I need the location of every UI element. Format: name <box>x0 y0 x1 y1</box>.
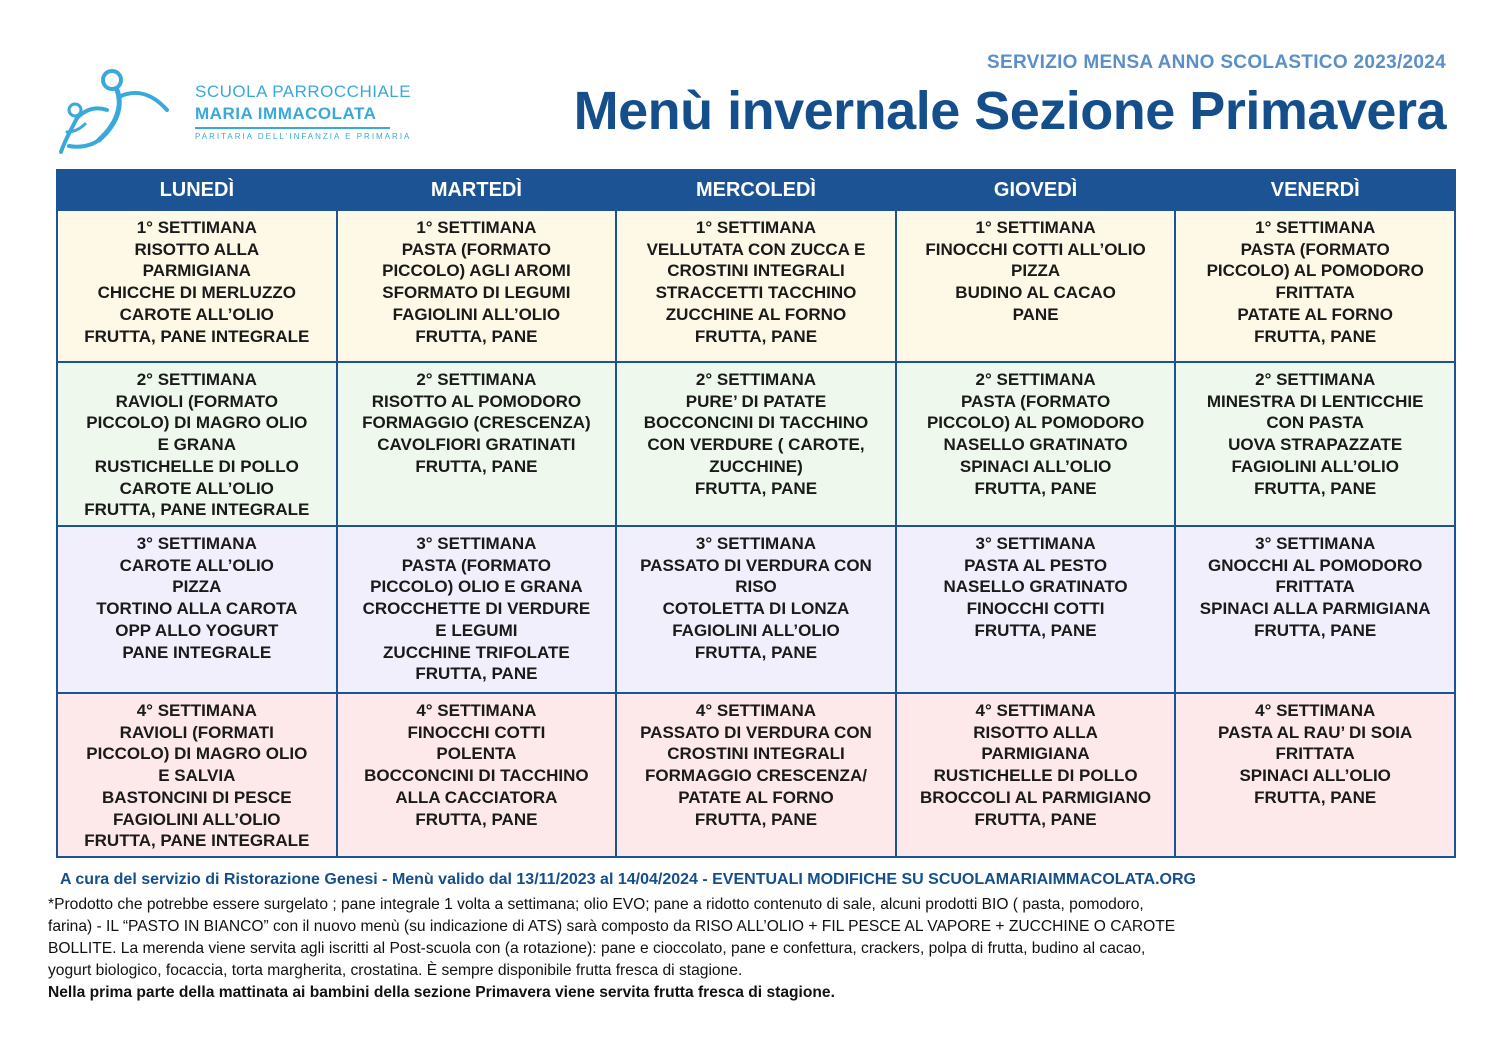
dish-item: CAROTE ALL’OLIO <box>119 478 274 498</box>
menu-cell <box>616 210 896 362</box>
dish-item: ZUCCHINE TRIFOLATE <box>383 642 570 662</box>
dish-item: ZUCCHINE AL FORNO <box>665 304 847 324</box>
menu-cell <box>896 362 1176 526</box>
dish-item: FRITTATA <box>1275 283 1355 303</box>
dish-item: PASSATO DI VERDURA CON <box>640 722 872 742</box>
dish-item: FINOCCHI COTTI <box>966 599 1105 619</box>
dish-item: PURE’ DI PATATE <box>685 391 827 411</box>
logo-school-type: SCUOLA PARROCCHIALE <box>195 82 412 101</box>
day-header: MERCOLEDÌ <box>616 170 896 210</box>
dish-item: PICCOLO) AL POMODORO <box>926 413 1145 433</box>
dish-item: PASTA (FORMATO <box>1240 239 1390 259</box>
dish-item: PICCOLO) AL POMODORO <box>1206 261 1424 281</box>
menu-cell <box>57 526 337 693</box>
dish-item: PARMIGIANA <box>142 261 251 281</box>
week-label: 3° SETTIMANA <box>1255 534 1376 553</box>
dish-item: SPINACI ALL’OLIO <box>959 456 1112 476</box>
dish-item: POLENTA <box>436 744 517 764</box>
dish-item: FRITTATA <box>1275 744 1355 764</box>
dish-item: FINOCCHI COTTI <box>407 722 546 742</box>
week-label: 2° SETTIMANA <box>136 370 257 389</box>
dish-item: COTOLETTA DI LONZA <box>662 599 850 619</box>
dish-item: PIZZA <box>172 577 222 597</box>
dish-item: FRUTTA, PANE <box>694 478 818 498</box>
dish-item: BOCCONCINI DI TACCHINO <box>643 413 869 433</box>
footer-note-line: farina) - IL “PASTO IN BIANCO” con il nuovo menù (su indicazione di ATS) sarà composto da RISO ALL’OLIO + FIL PESCE AL VAPORE + ZUCCHINE O CAROTE <box>48 918 1176 935</box>
dish-item: FRUTTA, PANE <box>694 326 818 346</box>
dish-item: PANE <box>1012 304 1059 324</box>
dish-item: FRUTTA, PANE <box>415 664 538 684</box>
day-header: LUNEDÌ <box>57 170 337 210</box>
dish-item: PIZZA <box>1011 261 1061 281</box>
dish-item: FRUTTA, PANE <box>1254 478 1377 498</box>
dish-item: ZUCCHINE) <box>709 456 803 476</box>
dish-item: FRUTTA, PANE <box>1254 620 1377 640</box>
logo-divider <box>195 127 390 129</box>
dish-item: PICCOLO) DI MAGRO OLIO <box>86 413 308 433</box>
dish-item: E GRANA <box>157 435 236 455</box>
dish-item: RISOTTO AL POMODORO <box>371 391 582 411</box>
dish-item: PICCOLO) OLIO E GRANA <box>370 577 583 597</box>
menu-cell <box>1175 693 1455 857</box>
week-row <box>57 210 1455 362</box>
dish-item: FRUTTA, PANE <box>415 326 538 346</box>
dish-item: CAROTE ALL’OLIO <box>119 555 274 575</box>
dish-item: PATATE AL FORNO <box>1237 304 1393 324</box>
menu-cell <box>1175 526 1455 693</box>
dish-item: E LEGUMI <box>435 620 518 640</box>
dish-item: CROCCHETTE DI VERDURE <box>362 599 591 619</box>
menu-cell <box>337 693 617 857</box>
dish-item: PASTA (FORMATO <box>401 555 551 575</box>
menu-cell <box>337 526 617 693</box>
dish-item: PARMIGIANA <box>981 744 1090 764</box>
logo-school-name: MARIA IMMACOLATA <box>195 104 377 123</box>
dish-item: ALLA CACCIATORA <box>395 787 558 807</box>
dish-item: FINOCCHI COTTI ALL’OLIO <box>925 239 1146 259</box>
dish-item: CAVOLFIORI GRATINATI <box>377 435 576 455</box>
page-subtitle: SERVIZIO MENSA ANNO SCOLASTICO 2023/2024 <box>987 52 1446 73</box>
dish-item: FRUTTA, PANE <box>694 642 818 662</box>
dish-item: PATATE AL FORNO <box>678 787 834 807</box>
menu-cell <box>896 526 1176 693</box>
week-label: 4° SETTIMANA <box>1255 701 1376 720</box>
week-label: 3° SETTIMANA <box>695 534 817 553</box>
dish-item: PANE INTEGRALE <box>122 642 272 662</box>
dish-item: FRUTTA, PANE INTEGRALE <box>84 500 310 520</box>
dish-item: E SALVIA <box>158 766 236 786</box>
week-label: 3° SETTIMANA <box>136 534 257 553</box>
dish-item: FRUTTA, PANE <box>974 809 1097 829</box>
week-label: 2° SETTIMANA <box>695 370 817 389</box>
day-header: MARTEDÌ <box>337 170 617 210</box>
footer-bold-note: Nella prima parte della mattinata ai bambini della sezione Primavera viene servita frutta fresca di stagione. <box>48 984 835 1001</box>
dish-item: RISO <box>735 577 777 597</box>
dish-item: FRUTTA, PANE INTEGRALE <box>84 831 310 851</box>
menu-cell <box>896 693 1176 857</box>
children-figures-icon <box>55 66 185 158</box>
dish-item: RISOTTO ALLA <box>973 722 1098 742</box>
dish-item: CROSTINI INTEGRALI <box>667 744 845 764</box>
menu-cell <box>1175 210 1455 362</box>
menu-cell <box>616 693 896 857</box>
week-label: 4° SETTIMANA <box>416 701 537 720</box>
dish-item: FRUTTA, PANE <box>415 456 538 476</box>
dish-item: FRUTTA, PANE <box>415 809 538 829</box>
dish-item: SPINACI ALLA PARMIGIANA <box>1199 599 1431 619</box>
dish-item: BOCCONCINI DI TACCHINO <box>364 766 589 786</box>
week-label: 4° SETTIMANA <box>695 701 817 720</box>
week-label: 3° SETTIMANA <box>975 534 1096 553</box>
dish-item: RAVIOLI (FORMATO <box>115 391 279 411</box>
dish-item: FRUTTA, PANE <box>1254 787 1377 807</box>
dish-item: BUDINO AL CACAO <box>955 283 1116 303</box>
menu-cell <box>57 362 337 526</box>
footer-credit: A cura del servizio di Ristorazione Genesi - Menù valido dal 13/11/2023 al 14/04/2024 - EVENTUALI MODIFICHE SU SCUOLAMARIAIMMACOLATA.ORG <box>60 871 1196 888</box>
dish-item: CAROTE ALL’OLIO <box>119 304 274 324</box>
dish-item: PASTA (FORMATO <box>960 391 1111 411</box>
dish-item: CON PASTA <box>1266 413 1364 433</box>
page-title: Menù invernale Sezione Primavera <box>573 81 1446 141</box>
school-logo <box>55 66 412 158</box>
menu-cell <box>616 526 896 693</box>
dish-item: FORMAGGIO CRESCENZA/ <box>645 766 867 786</box>
dish-item: PASSATO DI VERDURA CON <box>640 555 872 575</box>
menu-cell <box>616 362 896 526</box>
footer-note-line: *Prodotto che potrebbe essere surgelato ; pane integrale 1 volta a settimana; olio EVO; pane a ridotto contenuto di sale, alcuni prodotti BIO ( pasta, pomodoro, <box>48 896 1144 913</box>
dish-item: SFORMATO DI LEGUMI <box>382 283 571 303</box>
dish-item: RISOTTO ALLA <box>134 239 260 259</box>
dish-item: PASTA AL PESTO <box>964 555 1108 575</box>
week-label: 1° SETTIMANA <box>136 218 257 237</box>
dish-item: STRACCETTI TACCHINO <box>655 283 857 303</box>
menu-table <box>56 169 1456 858</box>
dish-item: FRUTTA, PANE INTEGRALE <box>84 326 310 346</box>
week-label: 2° SETTIMANA <box>1255 370 1376 389</box>
day-header: VENERDÌ <box>1175 170 1455 210</box>
week-label: 3° SETTIMANA <box>416 534 537 553</box>
dish-item: CROSTINI INTEGRALI <box>667 261 845 281</box>
dish-item: RUSTICHELLE DI POLLO <box>94 456 299 476</box>
dish-item: FRUTTA, PANE <box>974 478 1097 498</box>
dish-item: FAGIOLINI ALL’OLIO <box>1231 456 1399 476</box>
dish-item: BASTONCINI DI PESCE <box>102 787 292 807</box>
dish-item: NASELLO GRATINATO <box>943 577 1128 597</box>
dish-item: PICCOLO) DI MAGRO OLIO <box>86 744 308 764</box>
dish-item: PASTA AL RAU’ DI SOIA <box>1218 722 1413 742</box>
dish-item: PASTA (FORMATO <box>401 239 551 259</box>
menu-cell <box>57 693 337 857</box>
dish-item: OPP ALLO YOGURT <box>115 620 279 640</box>
footer-note-line: BOLLITE. La merenda viene servita agli iscritti al Post-scuola con (a rotazione): pane e cioccolato, pane e confettura, crackers, polpa di frutta, budino al cacao, <box>48 940 1146 957</box>
dish-item: CON VERDURE ( CAROTE, <box>647 435 865 455</box>
dish-item: RAVIOLI (FORMATI <box>119 722 274 742</box>
dish-item: FRUTTA, PANE <box>694 809 818 829</box>
dish-item: VELLUTATA CON ZUCCA E <box>646 239 866 259</box>
dish-item: BROCCOLI AL PARMIGIANO <box>920 787 1152 807</box>
week-row <box>57 693 1455 857</box>
menu-cell <box>1175 362 1455 526</box>
footer-notes <box>48 894 1448 982</box>
week-label: 4° SETTIMANA <box>975 701 1096 720</box>
week-label: 1° SETTIMANA <box>416 218 537 237</box>
dish-item: UOVA STRAPAZZATE <box>1228 435 1403 455</box>
week-row <box>57 526 1455 693</box>
dish-item: MINESTRA DI LENTICCHIE <box>1206 391 1424 411</box>
day-header-row <box>57 170 1455 210</box>
week-label: 4° SETTIMANA <box>136 701 257 720</box>
menu-cell <box>896 210 1176 362</box>
menu-cell <box>57 210 337 362</box>
week-label: 1° SETTIMANA <box>1255 218 1376 237</box>
dish-item: PICCOLO) AGLI AROMI <box>382 261 571 281</box>
week-row <box>57 362 1455 526</box>
menu-cell <box>337 210 617 362</box>
week-label: 2° SETTIMANA <box>975 370 1096 389</box>
week-label: 1° SETTIMANA <box>695 218 817 237</box>
dish-item: FAGIOLINI ALL’OLIO <box>672 620 840 640</box>
dish-item: CHICCHE DI MERLUZZO <box>97 283 296 303</box>
dish-item: RUSTICHELLE DI POLLO <box>933 766 1138 786</box>
day-header: GIOVEDÌ <box>896 170 1176 210</box>
logo-school-levels: PARITARIA DELL'INFANZIA E PRIMARIA <box>195 132 412 141</box>
dish-item: GNOCCHI AL POMODORO <box>1207 555 1423 575</box>
dish-item: FRUTTA, PANE <box>1254 326 1377 346</box>
week-label: 2° SETTIMANA <box>416 370 537 389</box>
dish-item: FRITTATA <box>1275 577 1355 597</box>
footer-note-line: yogurt biologico, focaccia, torta margherita, crostatina. È sempre disponibile frutta fresca di stagione. <box>48 962 743 979</box>
dish-item: SPINACI ALL’OLIO <box>1239 766 1391 786</box>
dish-item: TORTINO ALLA CAROTA <box>96 599 298 619</box>
menu-cell <box>337 362 617 526</box>
dish-item: FRUTTA, PANE <box>974 620 1097 640</box>
dish-item: FAGIOLINI ALL’OLIO <box>113 809 281 829</box>
week-label: 1° SETTIMANA <box>975 218 1096 237</box>
dish-item: FAGIOLINI ALL’OLIO <box>392 304 561 324</box>
dish-item: NASELLO GRATINATO <box>943 435 1128 455</box>
dish-item: FORMAGGIO (CRESCENZA) <box>362 413 591 433</box>
